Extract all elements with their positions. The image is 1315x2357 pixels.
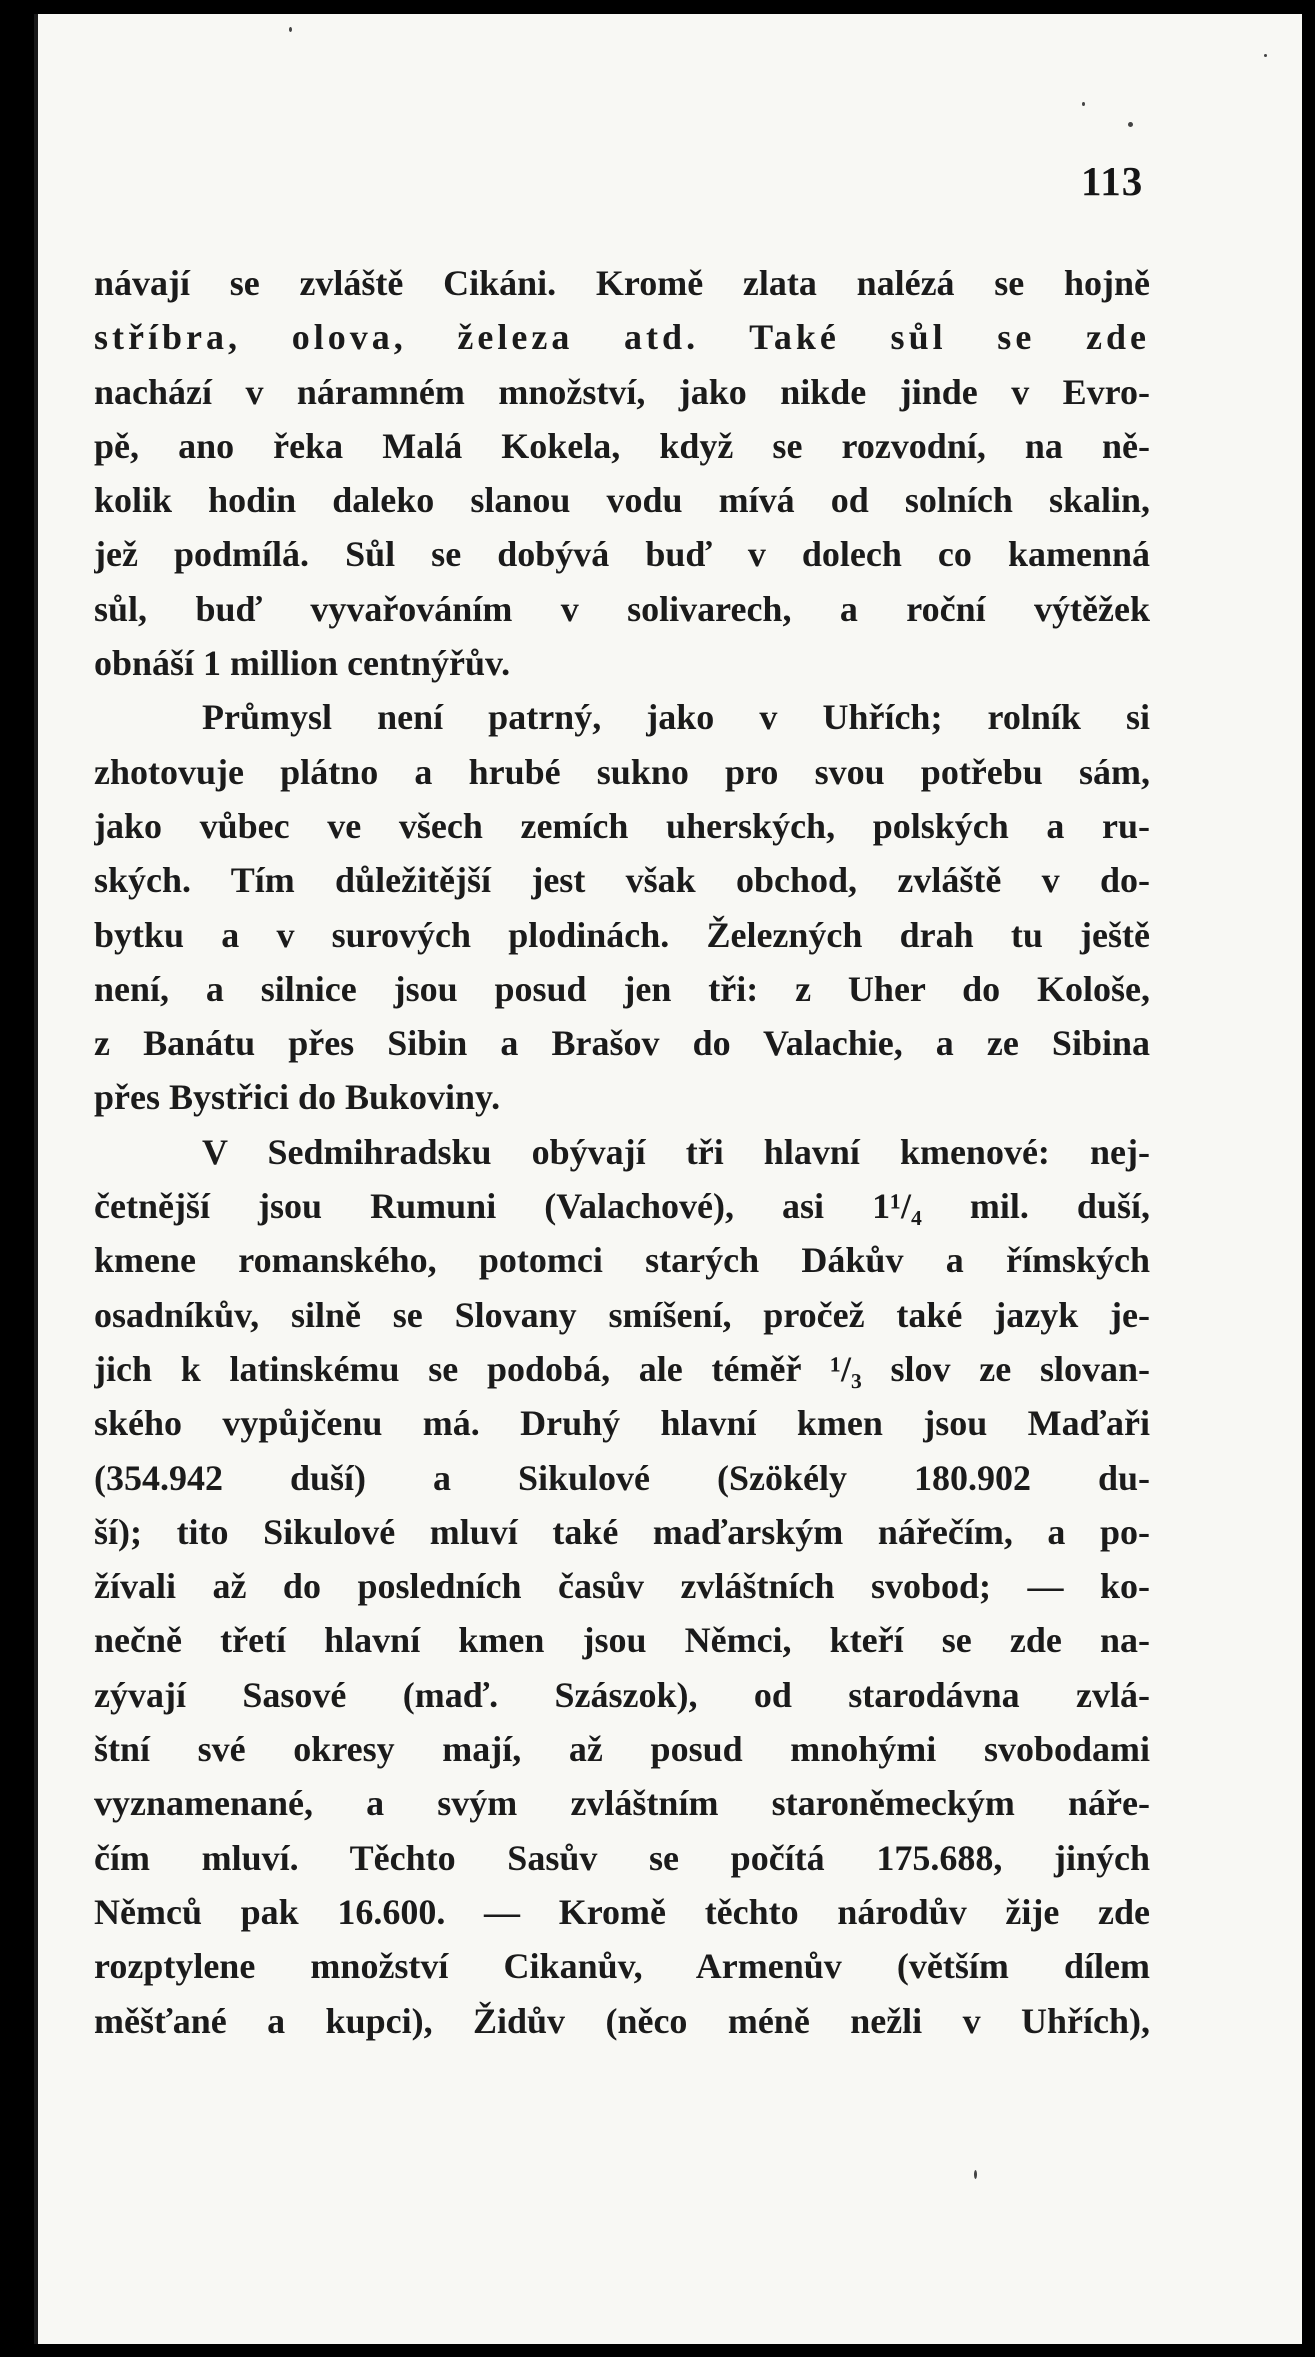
page-number: 113 bbox=[1081, 158, 1144, 204]
text-line: nachází v náramném množství, jako nikde jinde v Evro- bbox=[94, 371, 1150, 412]
text-line: rozptylene množství Cikanův, Armenův (větším dílem bbox=[94, 1946, 1150, 1987]
book-page bbox=[34, 14, 1302, 2344]
page-gutter bbox=[34, 14, 38, 2344]
text-line: osadníkův, silně se Slovany smíšení, pročež také jazyk je- bbox=[94, 1294, 1150, 1335]
text-line: zhotovuje plátno a hrubé sukno pro svou potřebu sám, bbox=[94, 751, 1150, 792]
text-line: ského vypůjčenu má. Druhý hlavní kmen jsou Maďaři bbox=[94, 1403, 1150, 1444]
text-line: jako vůbec ve všech zemích uherských, polských a ru- bbox=[94, 805, 1150, 846]
text-line: ší); tito Sikulové mluví také maďarským nářečím, a po- bbox=[94, 1511, 1150, 1552]
text-line: přes Bystřici do Bukoviny. bbox=[94, 1077, 501, 1118]
text-line: sůl, buď vyvařováním v solivarech, a roční výtěžek bbox=[94, 588, 1150, 629]
text-line: čím mluví. Těchto Sasův se počítá 175.688, jiných bbox=[94, 1837, 1150, 1878]
text-line: (354.942 duší) a Sikulové (Szökély 180.902 du- bbox=[94, 1457, 1150, 1498]
text-line: zývají Sasové (maď. Szászok), od starodávna zvlá- bbox=[94, 1674, 1150, 1715]
text-line: návají se zvláště Cikáni. Kromě zlata nalézá se hojně bbox=[94, 263, 1150, 303]
paper-speck bbox=[1082, 102, 1085, 106]
text-line: jež podmílá. Sůl se dobývá buď v dolech co kamenná bbox=[94, 534, 1150, 575]
paper-speck bbox=[1264, 54, 1267, 57]
text-line: z Banátu přes Sibin a Brašov do Valachie, a ze Sibina bbox=[94, 1023, 1150, 1064]
text-line: Němců pak 16.600. — Kromě těchto národův žije zde bbox=[94, 1891, 1150, 1932]
text-line: vyznamenané, a svým zvláštním staroněmeckým náře- bbox=[94, 1783, 1150, 1824]
text-line: jich k latinskému se podobá, ale téměř ¹/₃ slov ze slovan- bbox=[94, 1348, 1150, 1389]
text-line: obnáší 1 million centnýřův. bbox=[94, 643, 511, 684]
text-line: V Sedmihradsku obývají tři hlavní kmenové: nej- bbox=[202, 1131, 1150, 1172]
text-line: ských. Tím důležitější jest však obchod, zvláště v do- bbox=[94, 860, 1150, 901]
text-line: štní své okresy mají, až posud mnohými svobodami bbox=[94, 1729, 1150, 1770]
paper-speck bbox=[289, 27, 292, 32]
text-line: Průmysl není patrný, jako v Uhřích; rolník si bbox=[202, 697, 1150, 738]
text-line: kmene romanského, potomci starých Dákův a římských bbox=[94, 1240, 1150, 1281]
paper-speck bbox=[1128, 122, 1133, 127]
text-line: kolik hodin daleko slanou vodu mívá od solních skalin, bbox=[94, 480, 1150, 521]
text-line: není, a silnice jsou posud jen tři: z Uher do Kološe, bbox=[94, 968, 1150, 1009]
paper-speck bbox=[974, 2170, 977, 2179]
text-line: bytku a v surových plodinách. Železných drah tu ještě bbox=[94, 914, 1150, 955]
text-line: nečně třetí hlavní kmen jsou Němci, kteří se zde na- bbox=[94, 1620, 1150, 1661]
body-text bbox=[94, 256, 1150, 2048]
text-line: měšťané a kupci), Židův (něco méně nežli v Uhřích), bbox=[94, 2000, 1150, 2041]
text-line: stříbra, olova, železa atd. Také sůl se zde bbox=[94, 317, 1150, 358]
text-line: četnější jsou Rumuni (Valachové), asi 1¹/₄ mil. duší, bbox=[94, 1186, 1150, 1227]
text-line: žívali až do posledních časův zvláštních svobod; — ko- bbox=[94, 1566, 1150, 1607]
text-line: pě, ano řeka Malá Kokela, když se rozvodní, na ně- bbox=[94, 425, 1150, 466]
